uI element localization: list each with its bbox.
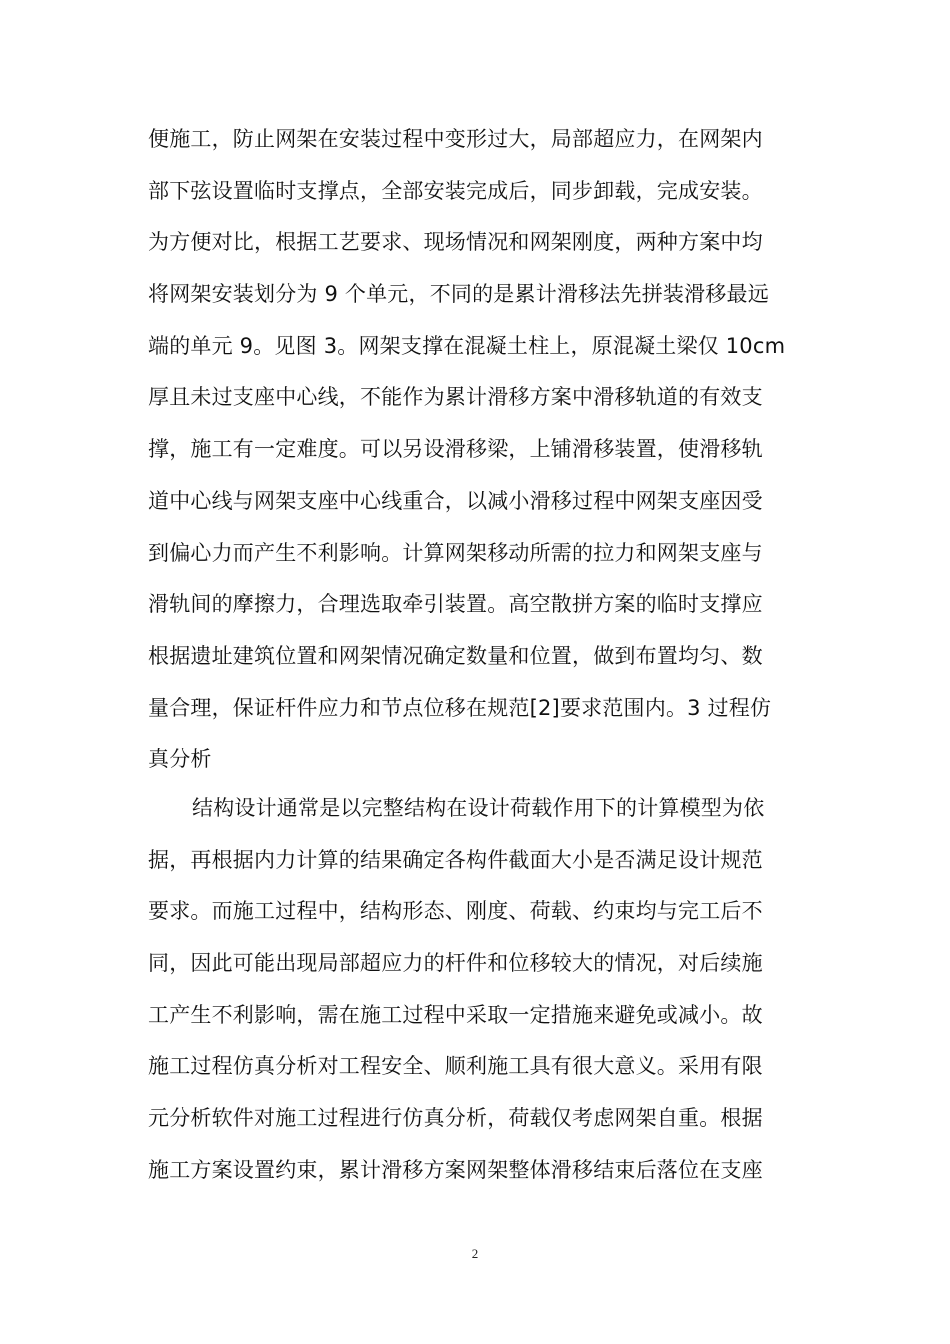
text-line: 为方便对比，根据工艺要求、现场情况和网架刚度，两种方案中均 [148,230,763,255]
paragraph-construction-plan [148,114,808,786]
text-line: 工产生不利影响，需在施工过程中采取一定措施来避免或减小。故 [148,1002,763,1027]
text-line: 撑，施工有一定难度。可以另设滑移梁，上铺滑移装置，使滑移轨 [148,437,763,462]
text-line: 结构设计通常是以完整结构在设计荷载作用下的计算模型为依 [192,796,765,820]
text-line: 厚且未过支座中心线，不能作为累计滑移方案中滑移轨道的有效支 [148,385,763,410]
text-line: 据，再根据内力计算的结果确定各构件截面大小是否满足设计规范 [148,847,763,872]
text-line: 施工方案设置约束，累计滑移方案网架整体滑移结束后落位在支座 [148,1157,763,1182]
text-line: 端的单元 9。见图 3。网架支撑在混凝土柱上，原混凝土梁仅 10cm [148,333,786,358]
text-line: 便施工，防止网架在安装过程中变形过大，局部超应力，在网架内 [148,127,763,151]
text-line: 元分析软件对施工过程进行仿真分析，荷载仅考虑网架自重。根据 [148,1106,763,1131]
text-line: 滑轨间的摩擦力，合理选取牵引装置。高空散拼方案的临时支撑应 [148,592,763,617]
text-line: 将网架安装划分为 9 个单元，不同的是累计滑移法先拼装滑移最远 [148,282,769,307]
paragraph-simulation-analysis [148,783,808,1197]
text-line: 要求。而施工过程中，结构形态、刚度、荷载、约束均与完工后不 [148,899,763,924]
text-line: 根据遗址建筑位置和网架情况确定数量和位置，做到布置均匀、数 [148,643,763,668]
text-line: 施工过程仿真分析对工程安全、顺利施工具有很大意义。采用有限 [148,1054,763,1079]
text-line: 到偏心力而产生不利影响。计算网架移动所需的拉力和网架支座与 [148,540,763,565]
text-line: 真分析 [148,747,212,772]
text-line: 道中心线与网架支座中心线重合，以减小滑移过程中网架支座因受 [148,488,763,513]
text-line: 部下弦设置临时支撑点，全部安装完成后，同步卸载，完成安装。 [148,178,763,203]
text-line: 同，因此可能出现局部超应力的杆件和位移较大的情况，对后续施 [148,951,763,976]
text-line: 量合理，保证杆件应力和节点位移在规范[2]要求范围内。3 过程仿 [148,695,772,720]
page-number: 2 [471,1246,479,1261]
